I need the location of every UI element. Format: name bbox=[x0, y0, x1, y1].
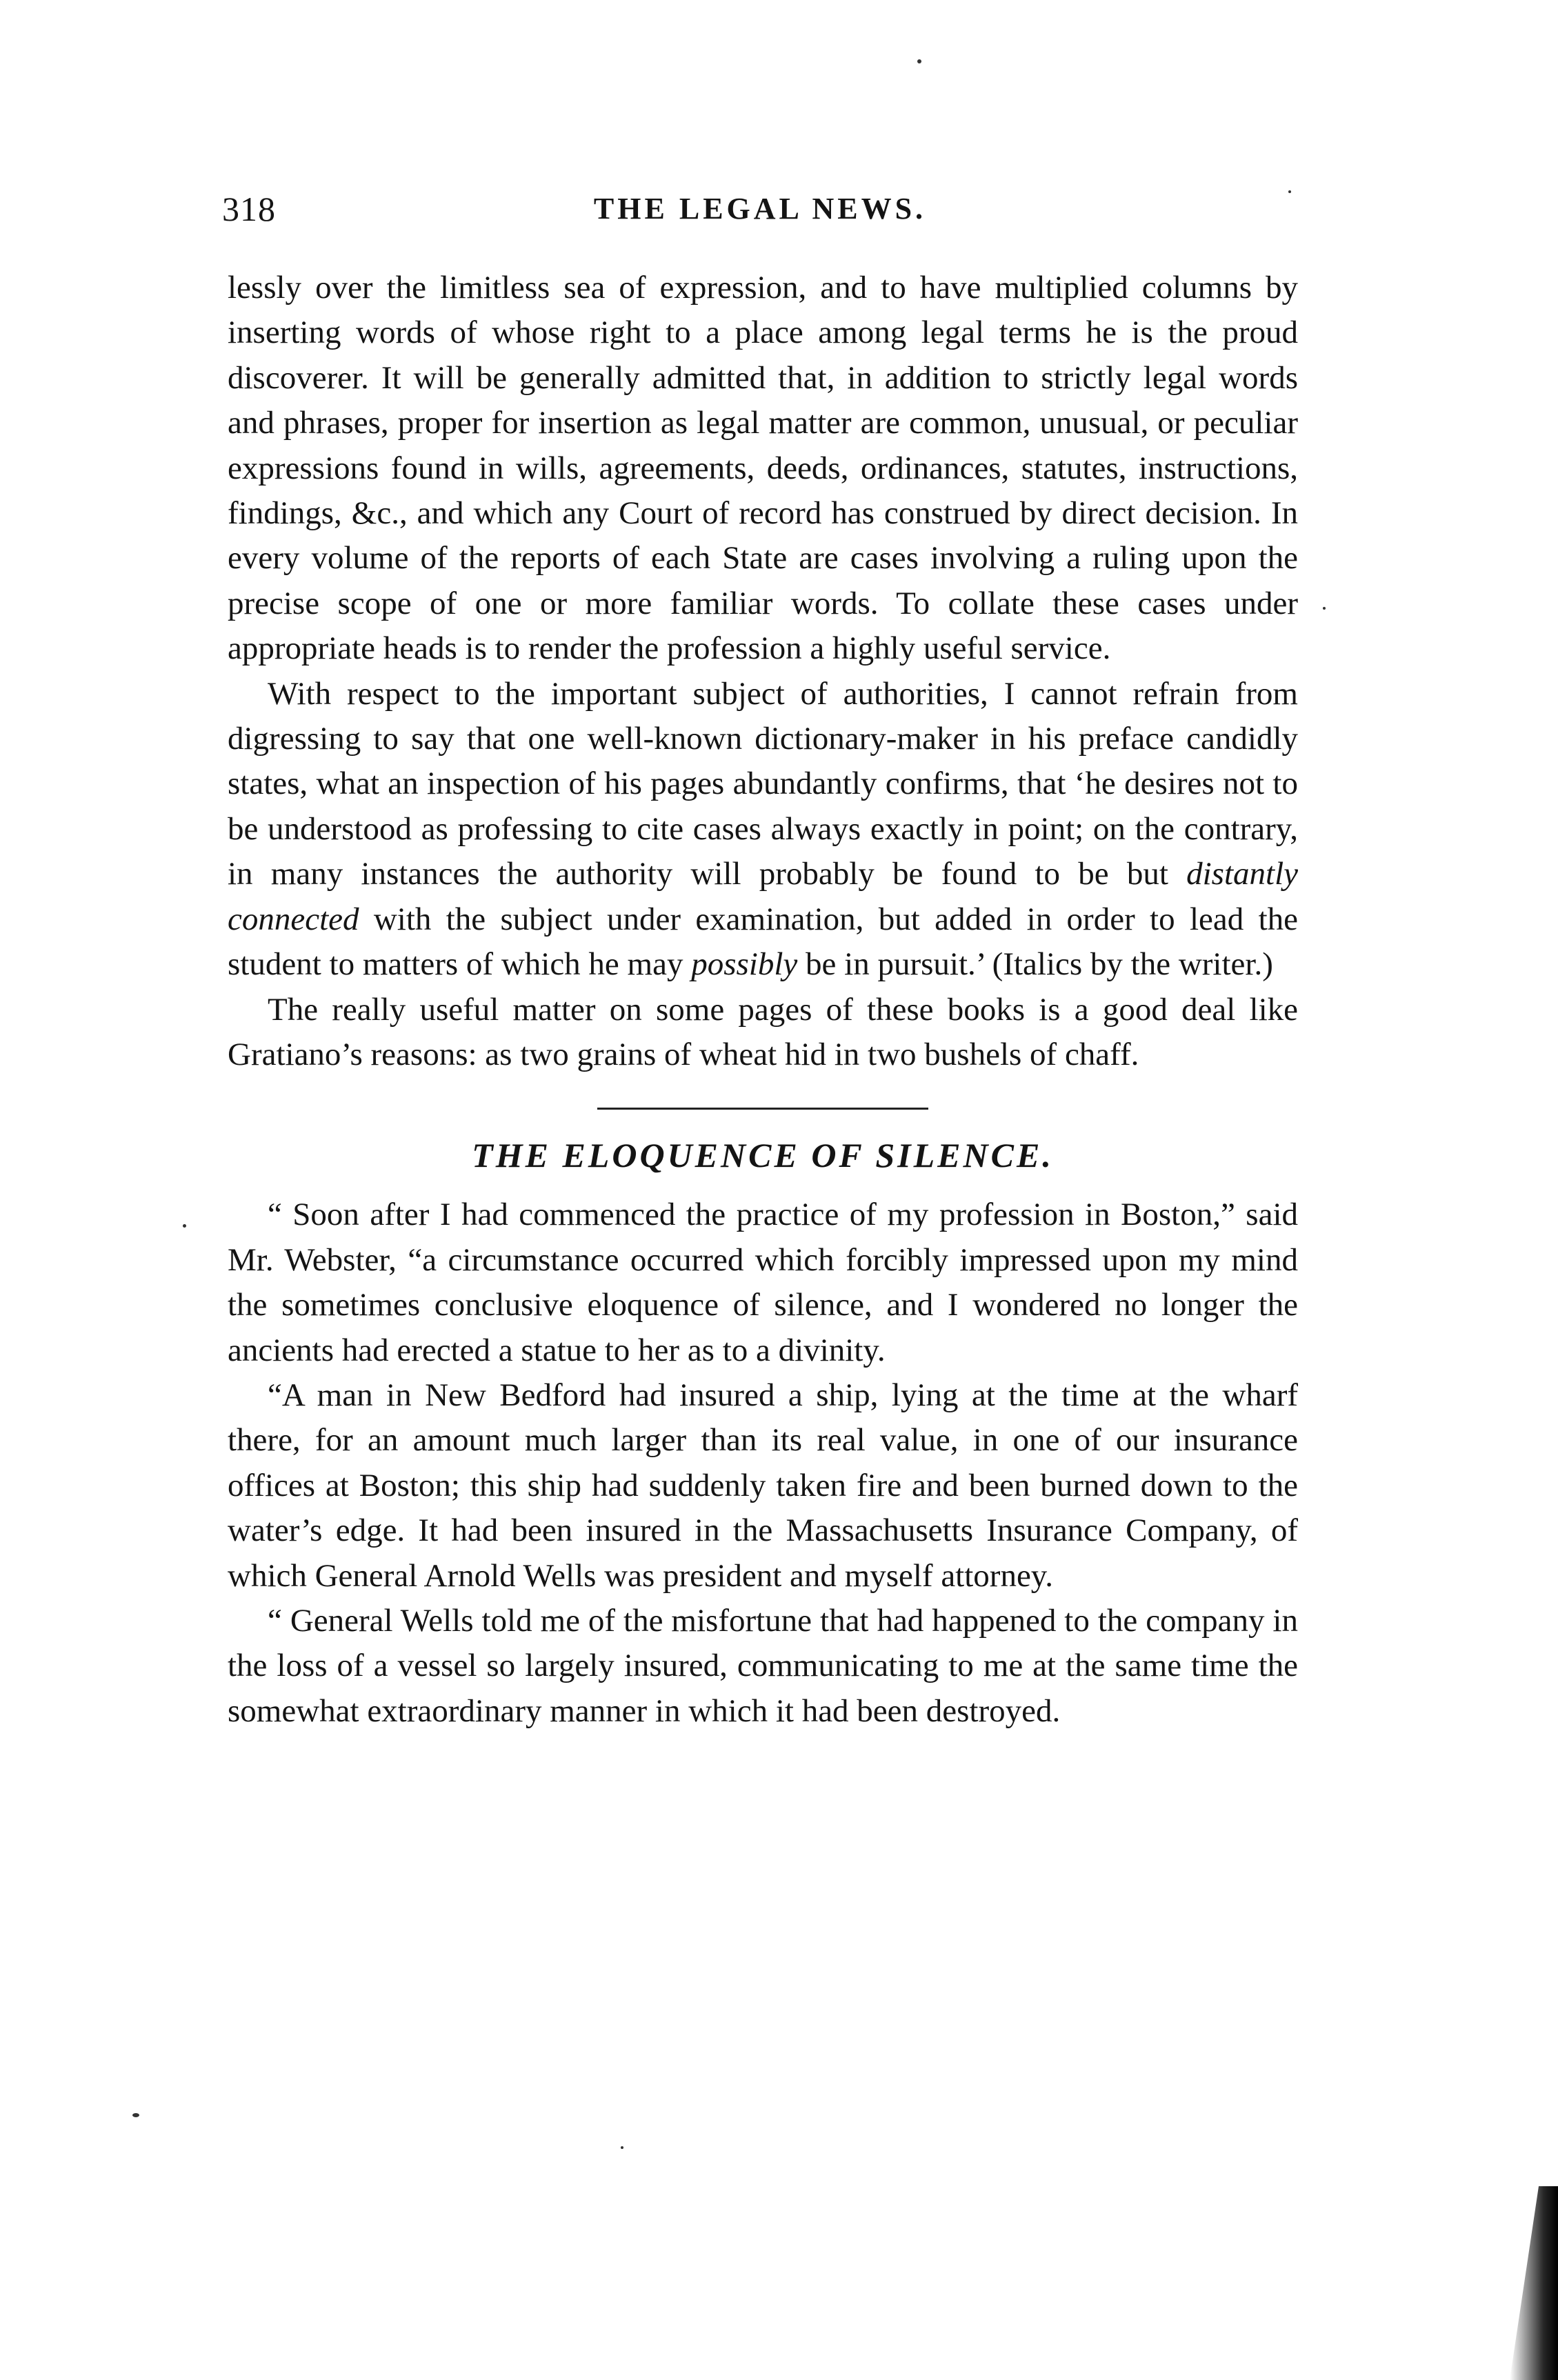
paragraph-continued: lessly over the limitless sea of expression, and to have multiplied columns by inserting words of whose right to a place among legal terms he is the proud discoverer. It will be generally admitted that, in addition to strictly legal words and phrases, proper for insertion as legal matter are common, unusual, or peculiar expressions found in wills, agreements, deeds, ordinances, statutes, instructions, findings, &c., and which any Court of record has construed by direct decision. In every volume of the reports of each State are cases involving a ruling upon the precise scope of one or more familiar words. To collate these cases under appropriate heads is to render the profession a highly useful service. bbox=[228, 270, 1298, 667]
paragraph-text: be in pursuit.’ (Italics by the writer.) bbox=[797, 946, 1273, 983]
section-divider bbox=[597, 1108, 928, 1110]
italic-phrase: possibly bbox=[691, 946, 798, 983]
scan-speck bbox=[183, 1224, 186, 1228]
paragraph-webster-1: “ Soon after I had commenced the practice of my profession in Boston,” said Mr. Webster, “a circumstance occurred which forcibly impressed upon my mind the sometimes conclusive eloquence of silence, and I wondered no longer the ancients had erected a statue to her as to a divinity. bbox=[228, 1197, 1298, 1368]
paragraph-gratiano: The really useful matter on some pages of these books is a good deal like Gratiano’s reasons: as two grains of wheat hid in two bushels of chaff. bbox=[228, 991, 1298, 1072]
scan-edge-shadow bbox=[1510, 2186, 1558, 2380]
paragraph-authorities bbox=[228, 672, 1298, 988]
scan-speck bbox=[917, 59, 921, 63]
text-column bbox=[228, 266, 1298, 1734]
paragraph-webster-2: “A man in New Bedford had insured a ship, lying at the time at the wharf there, for an amount much larger than its real value, in one of our insurance offices at Boston; this ship had suddenly taken fire and been burned down to the water’s edge. It had been insured in the Massachusetts Insurance Company, of which General Arnold Wells was president and myself attorney. bbox=[228, 1377, 1298, 1594]
scan-speck bbox=[132, 2113, 139, 2117]
section-title: THE ELOQUENCE OF SILENCE. bbox=[472, 1136, 1054, 1175]
italic-phrase: distantly connected bbox=[228, 856, 1298, 937]
paragraph-webster-3: “ General Wells told me of the misfortune that had happened to the company in the loss of a vessel so largely insured, communicating to me at the same time the somewhat extraordinary manner in which it had been destroyed. bbox=[228, 1602, 1298, 1729]
paragraph-text: With respect to the important subject of authorities, I cannot refrain from digressing to say that one well-known dictionary-maker in his preface candidly states, what an inspection of his pages abundantly confirms, that ‘he desires not to be understood as professing to cite cases always exactly in point; on the contrary, in many instances the authority will probably be found to be but bbox=[228, 675, 1298, 892]
scan-speck bbox=[621, 2146, 623, 2149]
page-number: 318 bbox=[222, 190, 276, 228]
running-head bbox=[222, 185, 1298, 233]
scan-speck bbox=[1288, 190, 1291, 193]
paragraph-text: with the subject under examination, but added in order to lead the student to matters of which he may bbox=[228, 901, 1298, 983]
scan-speck bbox=[1323, 607, 1326, 610]
running-title: THE LEGAL NEWS. bbox=[593, 192, 927, 226]
